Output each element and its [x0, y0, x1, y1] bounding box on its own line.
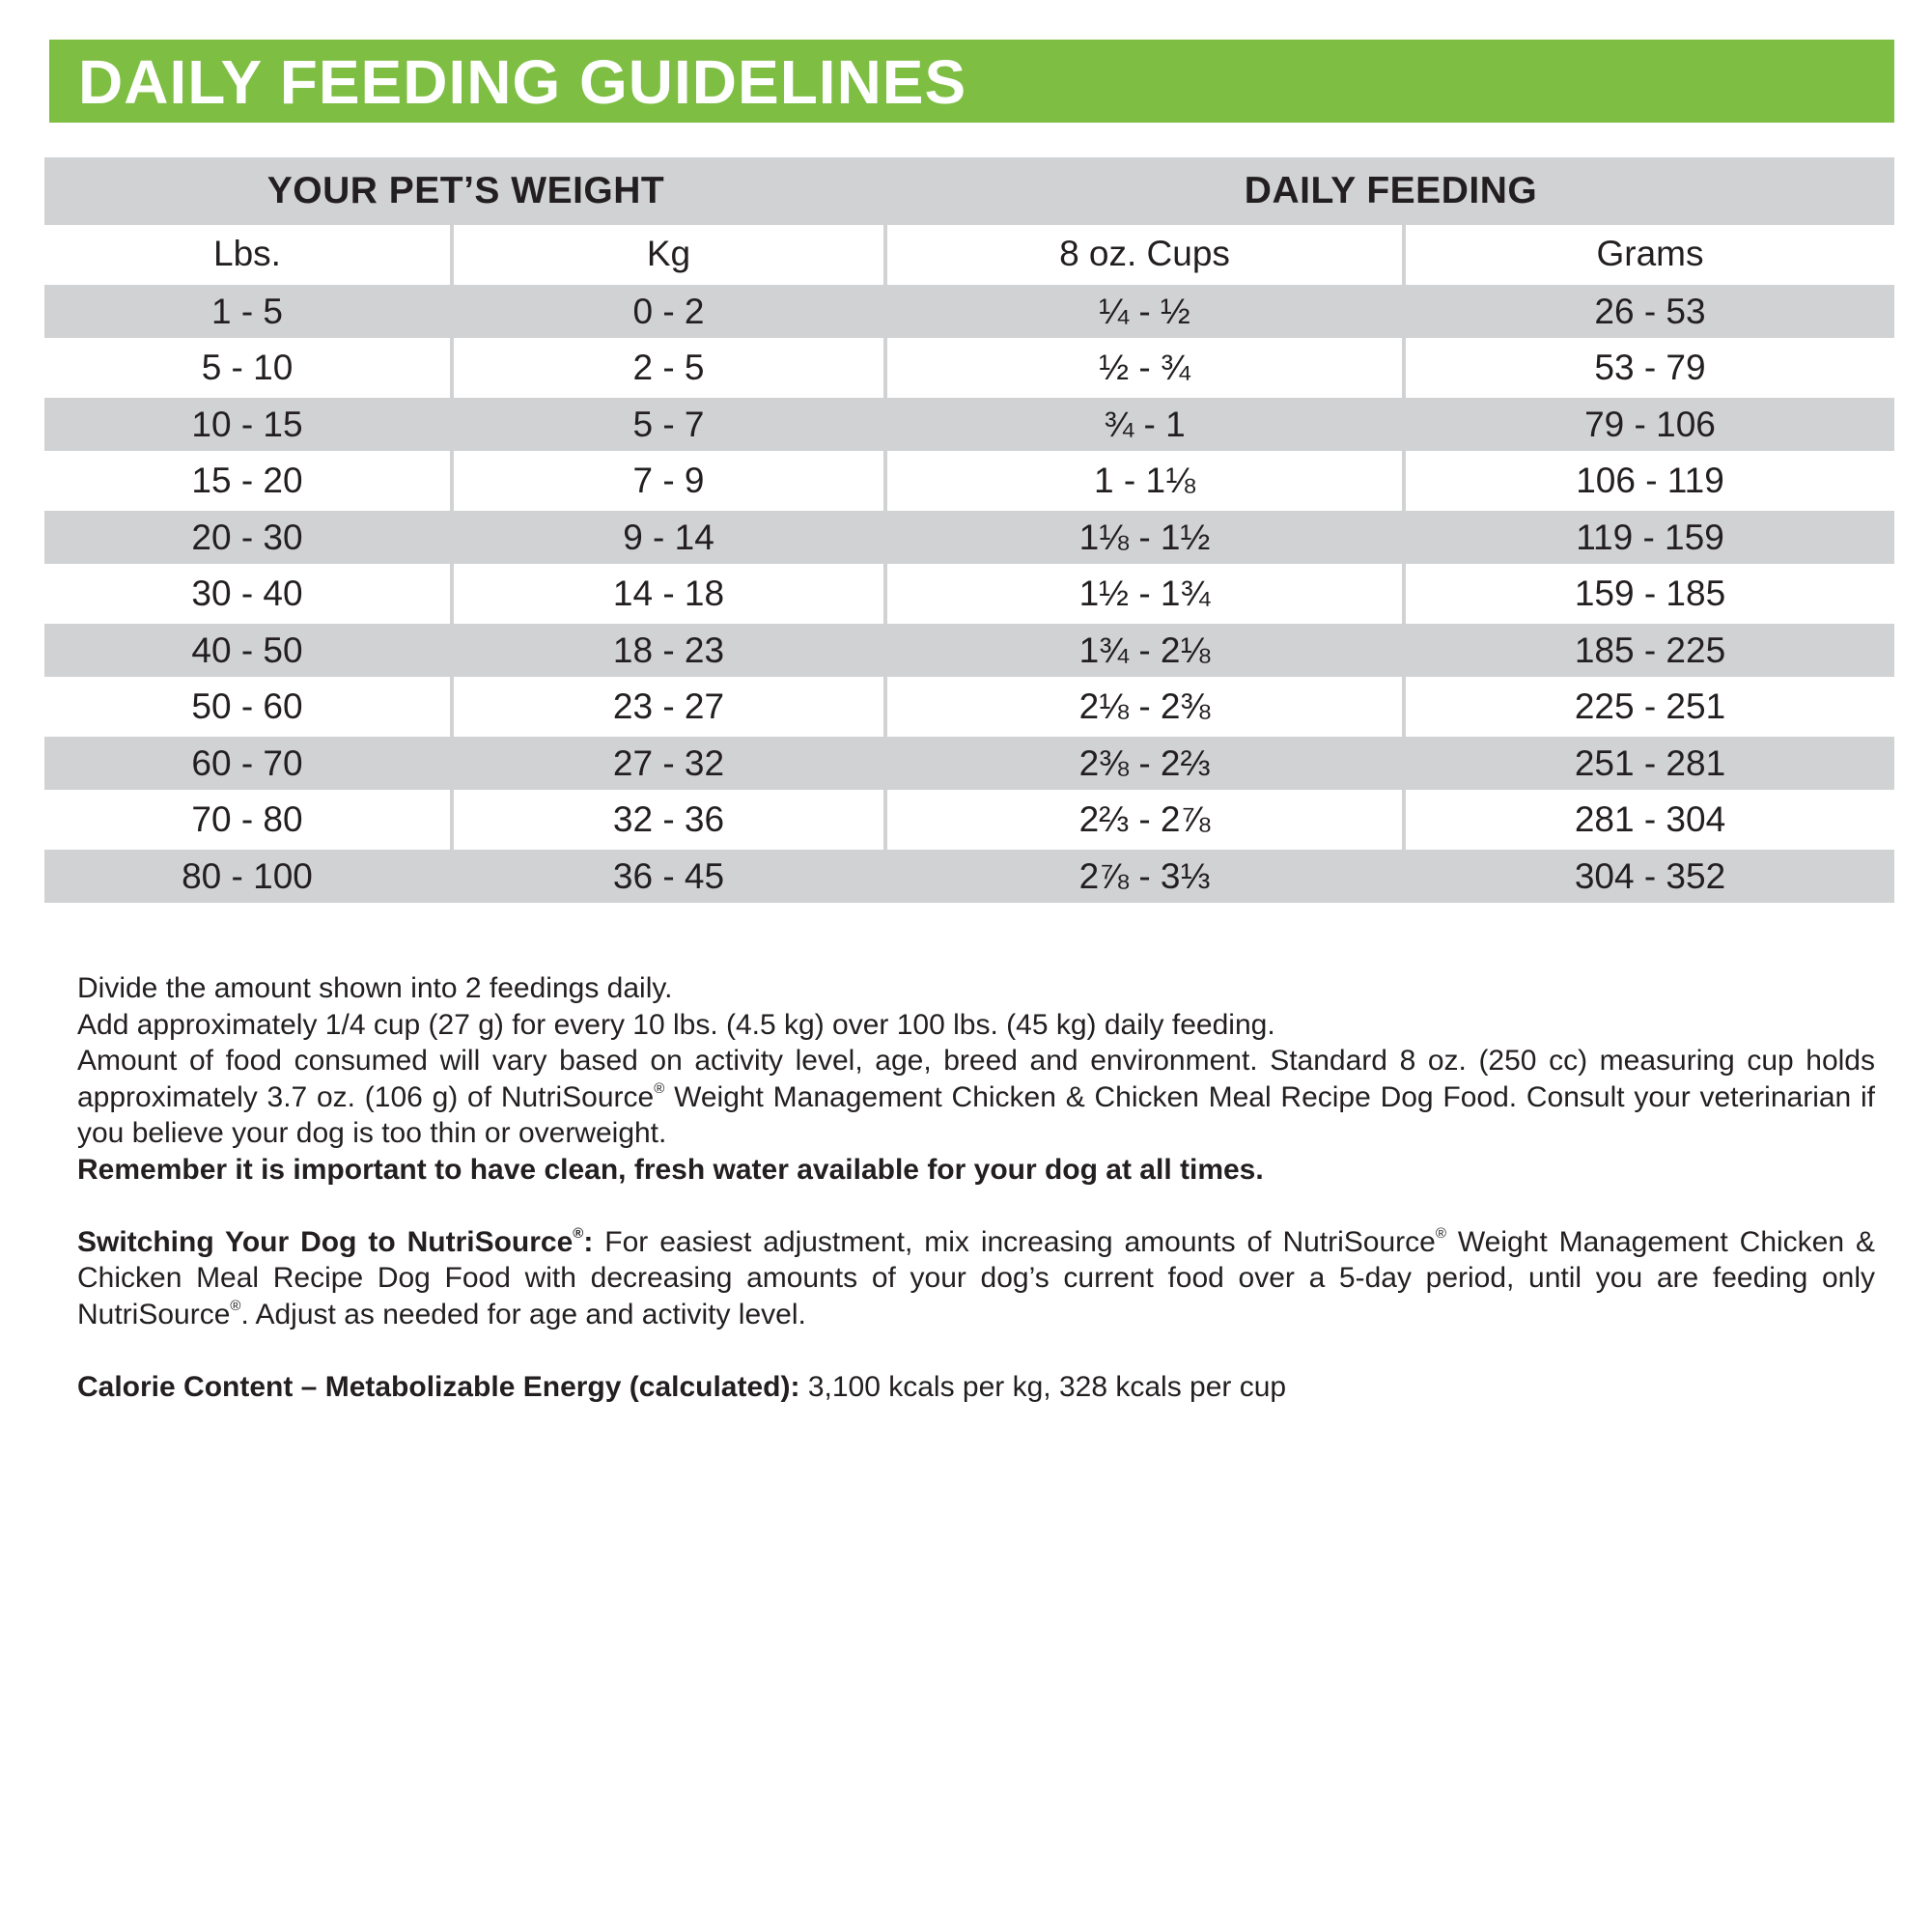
column-header-grams: Grams — [1596, 234, 1704, 273]
cell-kg: 2 - 5 — [454, 338, 887, 398]
cell-cups: 2⅛ - 2⅜ — [887, 677, 1406, 737]
cell-kg: 27 - 32 — [454, 737, 887, 790]
cell-lbs: 1 - 5 — [44, 285, 454, 338]
cell-cups: ½ - ¾ — [887, 338, 1406, 398]
cell-lbs: 30 - 40 — [44, 564, 454, 624]
table-row — [44, 511, 1894, 564]
cell-kg: 18 - 23 — [454, 624, 887, 677]
cell-grams: 251 - 281 — [1574, 743, 1726, 783]
cell-lbs: 50 - 60 — [44, 677, 454, 737]
cell-cups: 1 - 1⅛ — [887, 451, 1406, 511]
note-reminder: Remember it is important to have clean, fresh water available for your dog at all times. — [77, 1153, 1264, 1186]
cell-cups: 1¾ - 2⅛ — [887, 624, 1406, 677]
page-title: DAILY FEEDING GUIDELINES — [78, 47, 967, 117]
cell-kg: 14 - 18 — [454, 564, 887, 624]
note-switching: Switching Your Dog to NutriSource®: For easiest adjustment, mix increasing amounts of NutriSource® Weight Management Chicken & Chicken Meal Recipe Dog Food with decreasing amounts of your dog’s current food over a 5-day period, until you are feeding only NutriSource®. Adjust as needed for age and activity level. — [77, 1224, 1875, 1330]
cell-grams: 281 - 304 — [1574, 799, 1726, 839]
pet-weight-header: YOUR PET’S WEIGHT — [266, 170, 665, 211]
cell-grams: 159 - 185 — [1574, 574, 1726, 613]
cell-lbs: 10 - 15 — [44, 398, 454, 451]
table-row — [44, 624, 1894, 677]
cell-cups: 1⅛ - 1½ — [887, 511, 1406, 564]
table-row — [44, 790, 1894, 850]
cell-kg: 32 - 36 — [454, 790, 887, 850]
cell-grams: 26 - 53 — [1594, 292, 1706, 331]
cell-kg: 5 - 7 — [454, 398, 887, 451]
cell-kg: 36 - 45 — [454, 850, 887, 903]
column-header-kg: Kg — [454, 225, 887, 285]
column-header-cups: 8 oz. Cups — [887, 225, 1406, 285]
cell-kg: 23 - 27 — [454, 677, 887, 737]
cell-cups: ¾ - 1 — [887, 398, 1406, 451]
cell-grams: 106 - 119 — [1576, 461, 1724, 500]
table-row — [44, 285, 1894, 338]
feeding-table — [44, 157, 1894, 903]
column-header-lbs: Lbs. — [44, 225, 454, 285]
cell-lbs: 70 - 80 — [44, 790, 454, 850]
cell-grams: 79 - 106 — [1584, 405, 1716, 444]
table-row — [44, 451, 1894, 511]
cell-grams: 119 - 159 — [1576, 518, 1724, 557]
note-add: Add approximately 1/4 cup (27 g) for every 10 lbs. (4.5 kg) over 100 lbs. (45 kg) daily feeding. — [77, 1008, 1275, 1041]
table-row — [44, 564, 1894, 624]
feeding-notes — [77, 970, 1875, 1405]
note-calorie: Calorie Content – Metabolizable Energy (calculated): 3,100 kcals per kg, 328 kcals per cup — [77, 1370, 1287, 1403]
table-row — [44, 398, 1894, 451]
daily-feeding-header: DAILY FEEDING — [1244, 170, 1538, 211]
table-row — [44, 677, 1894, 737]
cell-lbs: 60 - 70 — [44, 737, 454, 790]
cell-grams: 225 - 251 — [1574, 686, 1726, 726]
cell-lbs: 15 - 20 — [44, 451, 454, 511]
cell-lbs: 5 - 10 — [44, 338, 454, 398]
cell-grams: 53 - 79 — [1594, 348, 1706, 387]
table-row — [44, 737, 1894, 790]
column-header-row — [44, 225, 1894, 285]
note-divide: Divide the amount shown into 2 feedings daily. — [77, 972, 673, 1004]
cell-lbs: 40 - 50 — [44, 624, 454, 677]
cell-grams: 304 - 352 — [1574, 856, 1726, 896]
cell-kg: 7 - 9 — [454, 451, 887, 511]
table-group-header — [44, 157, 1894, 225]
cell-lbs: 80 - 100 — [44, 850, 454, 903]
title-banner — [49, 40, 1894, 123]
cell-lbs: 20 - 30 — [44, 511, 454, 564]
cell-cups: 2⅔ - 2⅞ — [887, 790, 1406, 850]
note-amount: Amount of food consumed will vary based on activity level, age, breed and environment. Standard 8 oz. (250 cc) measuring cup holds approximately 3.7 oz. (106 g) of NutriSource® Weight Management Chicken & Chicken Meal Recipe Dog Food. Consult your veterinarian if you believe your dog is too thin or overweight. — [77, 1045, 1875, 1149]
table-row — [44, 850, 1894, 903]
cell-kg: 9 - 14 — [454, 511, 887, 564]
table-body — [44, 285, 1894, 903]
table-row — [44, 338, 1894, 398]
cell-cups: 2⅜ - 2⅔ — [887, 737, 1406, 790]
cell-cups: 2⅞ - 3⅓ — [887, 850, 1406, 903]
cell-kg: 0 - 2 — [454, 285, 887, 338]
cell-cups: ¼ - ½ — [887, 285, 1406, 338]
cell-cups: 1½ - 1¾ — [887, 564, 1406, 624]
cell-grams: 185 - 225 — [1574, 630, 1726, 670]
